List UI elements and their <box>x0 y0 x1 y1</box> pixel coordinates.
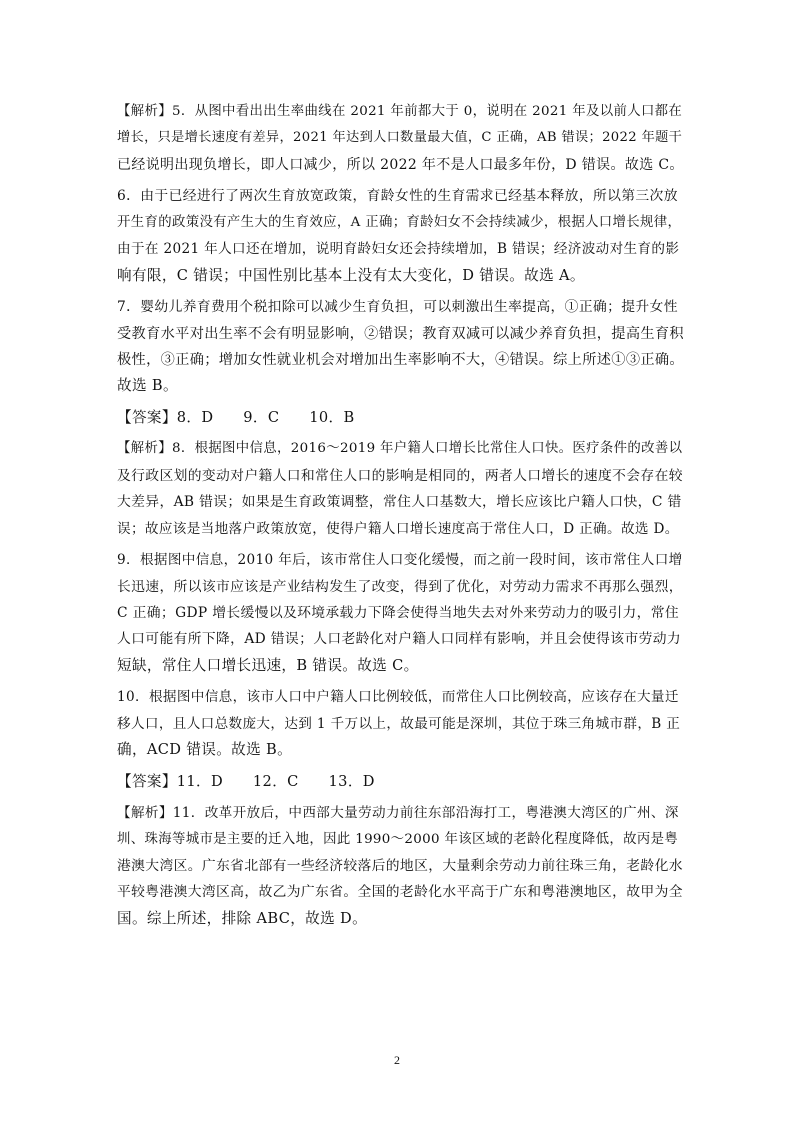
text-line: 10．根据图中信息，该市人口中户籍人口比例较低，而常住人口比例较高，应该存在大量迁 <box>117 689 679 706</box>
text-line: 【解析】5．从图中看出出生率曲线在 2021 年前都大于 0，说明在 2021 年及以前人口都在 <box>117 104 683 119</box>
text-line: 增长，只是增长速度有差异，2021 年达到人口数量最大值，C 正确，AB 错误；2022 年题干 <box>117 130 683 146</box>
text-line: 响有限，C 错误；中国性别比基本上没有太大变化，D 错误。故选 A。 <box>117 266 585 284</box>
text-line: 开生育的政策没有产生大的生育效应，A 正确；育龄妇女不会持续减少，根据人口增长规律， <box>117 214 682 230</box>
document-body <box>117 99 685 932</box>
text-line: 6．由于已经进行了两次生育放宽政策，育龄女性的生育需求已经基本释放，所以第三次放 <box>117 188 678 205</box>
text-line: 受教育水平对出生率不会有明显影响，②错误；教育双减可以减少养育负担，提高生育积 <box>117 325 684 342</box>
text-line: 故选 B。 <box>117 377 178 395</box>
text-line: 由于在 2021 年人口还在增加，说明育龄妇女还会持续增加，B 错误；经济波动对生育的影 <box>117 241 680 258</box>
text-line: 及行政区划的变动对户籍人口和常住人口的影响是相同的，两者人口增长的速度不会存在较 <box>117 467 683 484</box>
text-line: 长迅速，所以该市应该是产业结构发生了改变，得到了优化，对劳动力需求不再那么强烈， <box>117 578 683 595</box>
text-line: 7．婴幼儿养育费用个税扣除可以减少生育负担，可以刺激出生率提高，①正确；提升女性 <box>117 299 678 316</box>
text-line: 已经说明出现负增长，即人口减少，所以 2022 年不是人口最多年份，D 错误。故选 C。 <box>117 156 684 173</box>
text-line: 确，ACD 错误。故选 B。 <box>117 741 293 759</box>
text-line: 短缺，常住人口增长迅速，B 错误。故选 C。 <box>117 656 419 674</box>
text-line: 人口可能有所下降，AD 错误；人口老龄化对户籍人口同样有影响，并且会使得该市劳动力 <box>117 631 682 648</box>
text-line: 港澳大湾区。广东省北部有一些经济较落后的地区，大量剩余劳动力前往珠三角，老龄化水 <box>117 858 683 875</box>
text-line: 误；故应该是当地落户政策放宽，使得户籍人口增长速度高于常住人口，D 正确。故选 D。 <box>117 520 679 537</box>
text-line: 大差异，AB 错误；如果是生育政策调整，常住人口基数大，增长应该比户籍人口快，C 错 <box>117 494 682 511</box>
text-line: 9．根据图中信息，2010 年后，该市常住人口变化缓慢，而之前一段时间，该市常住人口增 <box>117 552 683 569</box>
page-number: 2 <box>394 1053 400 1067</box>
text-line: 【答案】11．D 12．C 13．D <box>117 772 375 790</box>
text-line: 极性，③正确；增加女性就业机会对增加出生率影响不大，④错误。综上所述①③正确。 <box>117 351 684 368</box>
text-line: 圳、珠海等城市是主要的迁入地，因此 1990～2000 年该区域的老龄化程度降低，故丙是粤 <box>117 831 679 847</box>
text-line: 国。综上所述，排除 ABC，故选 D。 <box>117 909 368 927</box>
text-line: 移人口，且人口总数庞大，达到 1 千万以上，故最可能是深圳，其位于珠三角城市群，B 正 <box>117 715 681 732</box>
text-line: 【解析】11．改革开放后，中西部大量劳动力前往东部沿海打工，粤港澳大湾区的广州、深 <box>117 805 679 822</box>
text-line: 平较粤港澳大湾区高，故乙为广东省。全国的老龄化水平高于广东和粤港澳地区，故甲为全 <box>117 884 683 901</box>
text-line: 【答案】8．D 9．C 10．B <box>117 408 355 426</box>
text-line: C 正确；GDP 增长缓慢以及环境承载力下降会使得当地失去对外来劳动力的吸引力，常住 <box>117 604 680 621</box>
text-line: 【解析】8．根据图中信息，2016～2019 年户籍人口增长比常住人口快。医疗条件的改善以 <box>117 441 683 457</box>
